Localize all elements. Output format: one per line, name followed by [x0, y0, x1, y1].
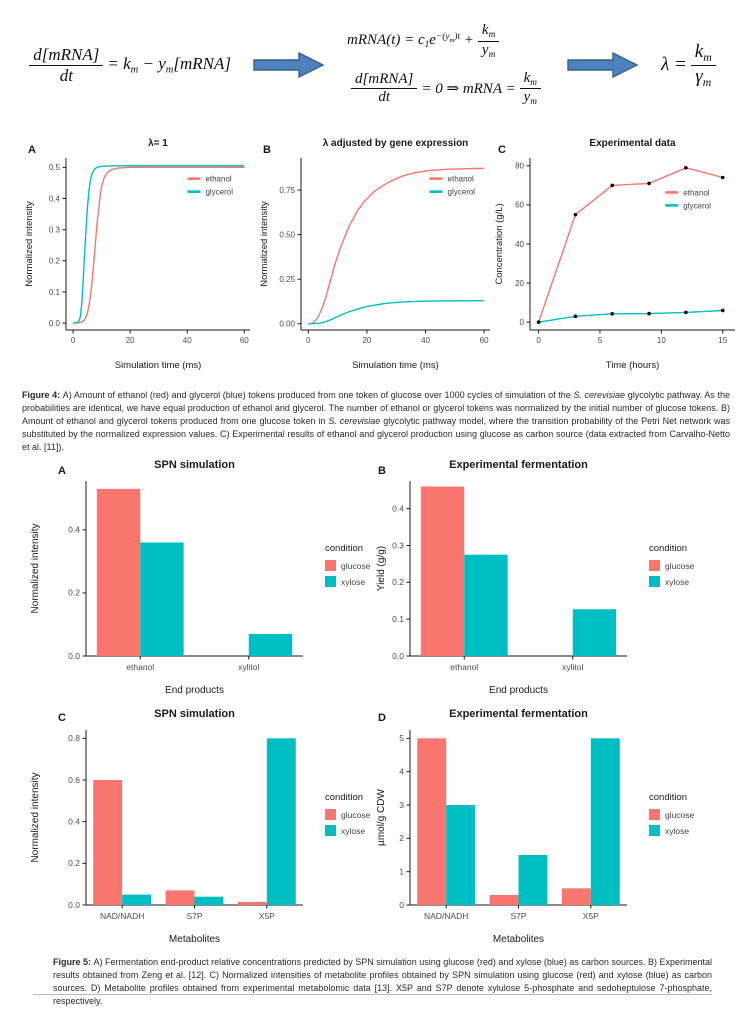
- y-tick-label: 0.2: [48, 256, 60, 266]
- data-point: [721, 176, 725, 180]
- y-tick-label: 0.3: [392, 540, 404, 551]
- panel-letter-b: B: [263, 144, 271, 156]
- fraction: [29, 45, 103, 85]
- legend-label-glycerol: glycerol: [447, 187, 476, 197]
- fig5b-bar-chart: [372, 455, 732, 698]
- legend-label-glucose: glucose: [341, 810, 371, 820]
- fraction-numerator: [478, 22, 499, 42]
- legend-key-glucose: [649, 560, 660, 571]
- x-tick-label: 0: [536, 336, 541, 345]
- text-segment: 1: [424, 40, 430, 51]
- text-segment: S. cerevisiae: [328, 415, 381, 426]
- fig5d-bar-chart: [372, 704, 732, 947]
- fig5a-bar-chart: [26, 455, 386, 698]
- legend-label-glucose: glucose: [665, 810, 695, 820]
- fraction-denominator: [691, 66, 715, 89]
- y-tick-label: 0.0: [48, 318, 60, 328]
- x-tick-label: 40: [182, 336, 192, 345]
- figure4-panels: [0, 132, 745, 378]
- y-tick-label: 1: [399, 866, 404, 877]
- legend-label-glycerol: glycerol: [683, 201, 711, 211]
- legend-key-glucose: [649, 809, 660, 820]
- x-tick-label: 0: [70, 336, 76, 345]
- fig5c-bar-chart: [26, 704, 386, 947]
- y-tick-label: 0.4: [68, 524, 80, 535]
- fig4c-line-chart: [490, 132, 745, 374]
- bar-xylitol-xylose: [573, 609, 616, 656]
- legend-title: condition: [649, 792, 688, 803]
- x-tick-label: 20: [125, 336, 135, 345]
- legend-title: condition: [649, 543, 688, 554]
- y-axis-label: Yield (g/g): [376, 545, 387, 592]
- x-category-label: X5P: [258, 911, 275, 921]
- legend-label-ethanol: ethanol: [205, 174, 232, 184]
- legend-title: condition: [325, 792, 364, 803]
- x-axis-label: Simulation time (ms): [352, 360, 439, 371]
- arrow-right-icon: [567, 50, 639, 80]
- data-point: [684, 311, 688, 315]
- text-segment: m: [130, 64, 139, 76]
- panel-letter-c: C: [58, 712, 66, 724]
- figure5-row-bottom: [0, 700, 745, 948]
- legend-key-xylose: [649, 825, 660, 836]
- x-category-label: NAD/NADH: [99, 911, 145, 921]
- fig4a-line-chart: [20, 132, 265, 374]
- x-tick-label: 40: [421, 336, 430, 345]
- x-category-label: S7P: [510, 911, 527, 921]
- x-tick-label: 10: [656, 336, 666, 345]
- data-point: [574, 213, 578, 217]
- chart-title: Experimental data: [589, 138, 676, 149]
- bar-NAD/NADH-glucose: [93, 780, 122, 905]
- bar-S7P-xylose: [519, 855, 548, 905]
- x-category-label: ethanol: [450, 662, 479, 672]
- text-segment: )t: [454, 32, 461, 43]
- y-tick-label: 0.4: [68, 816, 80, 827]
- x-axis-label: Simulation time (ms): [114, 360, 202, 371]
- bar-X5P-glucose: [562, 888, 591, 905]
- equation-mrna-ode: [25, 45, 231, 85]
- y-tick-label: 40: [515, 239, 524, 249]
- bar-ethanol-xylose: [140, 542, 183, 656]
- panel-letter-d: D: [378, 712, 386, 724]
- legend-key-glucose: [325, 560, 336, 571]
- bar-ethanol-glucose: [97, 489, 140, 656]
- bar-X5P-glucose: [238, 902, 267, 905]
- text-segment: +: [460, 32, 474, 49]
- data-point: [610, 312, 614, 316]
- legend-label-ethanol: ethanol: [447, 174, 474, 184]
- bar-xylitol-xylose: [249, 634, 292, 656]
- chart-title: λ= 1: [148, 138, 168, 149]
- fraction-denominator: [374, 89, 394, 106]
- data-point: [684, 166, 688, 170]
- legend-label-glucose: glucose: [665, 561, 695, 571]
- y-axis-label: µmol/g CDW: [376, 789, 387, 846]
- text-segment: m: [530, 77, 537, 88]
- y-tick-label: 0: [519, 317, 524, 327]
- text-segment: Figure 5:: [53, 957, 94, 967]
- equation-rhs: [107, 54, 231, 75]
- text-segment: m: [703, 50, 712, 64]
- legend-label-xylose: xylose: [665, 826, 690, 836]
- text-segment: = 0 ⇒ mRNA =: [421, 81, 516, 98]
- y-tick-label: 0.5: [48, 163, 60, 173]
- text-segment: mRNA(t) = c: [347, 32, 425, 49]
- y-tick-label: 60: [515, 200, 524, 210]
- y-tick-label: 0.0: [392, 650, 404, 661]
- y-tick-label: 0.4: [48, 194, 60, 204]
- fraction-numerator: [29, 45, 103, 66]
- bar-NAD/NADH-xylose: [446, 805, 475, 905]
- chart-title: λ adjusted by gene expression: [322, 138, 469, 149]
- panel-letter-a: A: [58, 465, 66, 477]
- y-axis-label: Normalized intensity: [259, 201, 270, 287]
- y-axis-label: Concentration (g/L): [494, 203, 505, 285]
- fraction-numerator: [691, 41, 716, 65]
- y-tick-label: 0.75: [279, 185, 295, 195]
- y-axis-label: Normalized intensity: [30, 772, 41, 863]
- legend-label-glycerol: glycerol: [205, 187, 234, 197]
- panel-letter-c: C: [498, 144, 506, 156]
- legend-label-ethanol: ethanol: [683, 188, 710, 198]
- x-tick-label: 60: [479, 336, 489, 345]
- bar-ethanol-glucose: [421, 487, 464, 656]
- y-tick-label: 0.50: [279, 230, 295, 240]
- x-category-label: xylitol: [238, 662, 260, 672]
- text-segment: glycolytic pathway. As the probabilities are identical, we have equal production of ethanol and glycerol. The number of ethanol or glycerol tokens was normalized by the initial number of glucose tokens. B) Amount of ethanol and glycerol tokens produced from one glucose token in: [22, 390, 730, 426]
- chart-title: Experimental fermentation: [449, 708, 588, 720]
- y-tick-label: 0.0: [68, 899, 80, 910]
- text-segment: S. cerevisiae: [573, 390, 626, 400]
- data-point: [610, 184, 614, 188]
- text-segment: d[mRNA]: [33, 44, 100, 64]
- fraction: [478, 22, 499, 60]
- figure5-caption: [53, 956, 712, 1008]
- text-segment: A) Fermentation end-product relative concentrations predicted by SPN simulation using glucose (red) and xylose (blue) as carbon sources. B) Experimental results obtained from Zeng et al. [12]. C) Normalized intensities of metabolite profiles obtained by SPN simulation using glucose (red) and xylose (blue) as carbon sources. D) Metabolite profiles obtained from experimental metabolomic data [13]. X5P and S7P denote xylulose 5-phosphate and sedoheptulose 7-phosphate, respectively.: [53, 957, 712, 1006]
- y-axis-label: Normalized intensity: [30, 523, 41, 614]
- text-segment: = k: [107, 54, 131, 74]
- arrow-right-icon: [253, 50, 325, 80]
- equation-mrna-solution: [347, 22, 545, 108]
- legend-label-glucose: glucose: [341, 561, 371, 571]
- figure5-row-top: [0, 455, 745, 700]
- x-category-label: X5P: [582, 911, 599, 921]
- x-category-label: xylitol: [562, 662, 584, 672]
- text-segment: [mRNA]: [173, 54, 232, 74]
- y-tick-label: 0.1: [392, 613, 404, 624]
- equation-row: [347, 70, 545, 108]
- equation-lhs: [347, 32, 474, 50]
- y-tick-label: 0.0: [68, 650, 80, 661]
- equation-lhs: [661, 54, 687, 76]
- data-point: [647, 312, 651, 316]
- fraction: [520, 70, 541, 108]
- x-axis-label: End products: [489, 685, 548, 696]
- y-tick-label: 0.25: [279, 275, 295, 285]
- y-tick-label: 0.1: [48, 287, 60, 297]
- x-axis-label: Time (hours): [605, 360, 660, 371]
- bar-X5P-xylose: [591, 738, 620, 905]
- chart-title: SPN simulation: [154, 708, 235, 720]
- text-segment: y: [481, 41, 489, 58]
- y-tick-label: 0.4: [392, 503, 404, 514]
- figure4-caption: [22, 389, 730, 454]
- y-tick-label: 3: [399, 799, 404, 810]
- fraction: [691, 41, 716, 89]
- text-segment: γ: [695, 65, 703, 87]
- y-tick-label: 0.8: [68, 733, 80, 744]
- chart-title: Experimental fermentation: [449, 459, 588, 471]
- y-tick-label: 0.00: [279, 319, 295, 329]
- y-tick-label: 0.6: [68, 774, 80, 785]
- text-segment: k: [694, 41, 704, 63]
- data-point: [647, 182, 651, 186]
- bar-NAD/NADH-xylose: [122, 895, 151, 905]
- legend-key-xylose: [325, 576, 336, 587]
- x-tick-label: 5: [597, 336, 603, 345]
- text-segment: k: [481, 22, 489, 39]
- text-segment: m: [165, 64, 174, 76]
- text-segment: Figure 4:: [22, 390, 63, 400]
- y-tick-label: 20: [515, 278, 524, 288]
- bar-X5P-xylose: [267, 738, 296, 905]
- fraction-denominator: [478, 42, 499, 61]
- legend-label-xylose: xylose: [665, 577, 690, 587]
- y-tick-label: 0.2: [392, 577, 404, 588]
- legend-key-xylose: [325, 825, 336, 836]
- fig4b-line-chart: [255, 132, 500, 374]
- text-segment: −(y: [435, 32, 450, 43]
- text-segment: A) Amount of ethanol (red) and glycerol (blue) tokens produced from one token of glucose over 1000 cycles of simulation of the: [62, 390, 574, 400]
- equation-middle: [421, 79, 515, 98]
- fraction-numerator: [520, 70, 541, 90]
- x-axis-label: End products: [165, 685, 224, 696]
- bar-S7P-glucose: [166, 890, 195, 905]
- y-tick-label: 2: [399, 833, 404, 844]
- text-segment: m: [530, 97, 537, 108]
- text-segment: dt: [378, 89, 391, 106]
- y-tick-label: 80: [515, 161, 524, 171]
- legend-title: condition: [325, 543, 364, 554]
- x-axis-label: Metabolites: [492, 934, 545, 945]
- x-category-label: NAD/NADH: [423, 911, 469, 921]
- fraction-denominator: [56, 66, 77, 86]
- text-segment: m: [702, 75, 712, 89]
- fraction: [351, 71, 417, 107]
- text-segment: − y: [138, 54, 166, 74]
- text-segment: λ =: [660, 54, 687, 75]
- y-tick-label: 0: [399, 899, 404, 910]
- y-tick-label: 5: [399, 733, 404, 744]
- data-point: [574, 315, 578, 319]
- series-line-glycerol: [308, 301, 484, 324]
- x-category-label: ethanol: [126, 662, 155, 672]
- y-axis-label: Normalized intensity: [24, 201, 35, 287]
- x-tick-label: 60: [239, 336, 249, 345]
- text-segment: m: [449, 37, 455, 45]
- section-divider: [33, 994, 712, 995]
- equation-block: [0, 0, 745, 130]
- y-tick-label: 4: [399, 766, 404, 777]
- y-tick-label: 0.2: [68, 587, 80, 598]
- legend-label-xylose: xylose: [341, 577, 366, 587]
- legend-label-xylose: xylose: [341, 826, 366, 836]
- fraction-denominator: [520, 89, 541, 108]
- bar-ethanol-xylose: [464, 555, 507, 656]
- bar-S7P-xylose: [195, 897, 224, 905]
- series-line-glycerol: [539, 311, 723, 323]
- y-tick-label: 0.2: [68, 858, 80, 869]
- text-segment: m: [488, 30, 496, 41]
- panel-letter-b: B: [378, 465, 386, 477]
- data-point: [721, 309, 725, 313]
- text-segment: y: [523, 89, 531, 106]
- chart-title: SPN simulation: [154, 459, 235, 471]
- x-tick-label: 15: [718, 336, 728, 345]
- text-segment: k: [523, 69, 531, 86]
- y-tick-label: 0.3: [48, 225, 60, 235]
- text-segment: m: [488, 49, 496, 60]
- x-tick-label: 20: [362, 336, 372, 345]
- equation-row: [347, 22, 503, 60]
- text-segment: e: [429, 32, 436, 49]
- data-point: [537, 320, 541, 324]
- bar-NAD/NADH-glucose: [417, 738, 446, 905]
- text-segment: dt: [59, 65, 73, 85]
- x-axis-label: Metabolites: [168, 934, 221, 945]
- x-category-label: S7P: [186, 911, 203, 921]
- text-segment: glycolytic pathway model, where the transition probability of the Petri Net network was substituted by the normalized expression values. C) Experimental results of ethanol and glycerol production using glucose as carbon source (data extracted from Carvalho-Netto et al. [11]).: [22, 415, 730, 452]
- text-segment: d[mRNA]: [355, 70, 414, 87]
- legend-key-glucose: [325, 809, 336, 820]
- equation-lambda: [661, 41, 720, 89]
- bar-S7P-glucose: [490, 895, 519, 905]
- x-tick-label: 0: [306, 336, 311, 345]
- legend-key-xylose: [649, 576, 660, 587]
- panel-letter-a: A: [28, 144, 36, 156]
- fraction-numerator: [351, 71, 417, 89]
